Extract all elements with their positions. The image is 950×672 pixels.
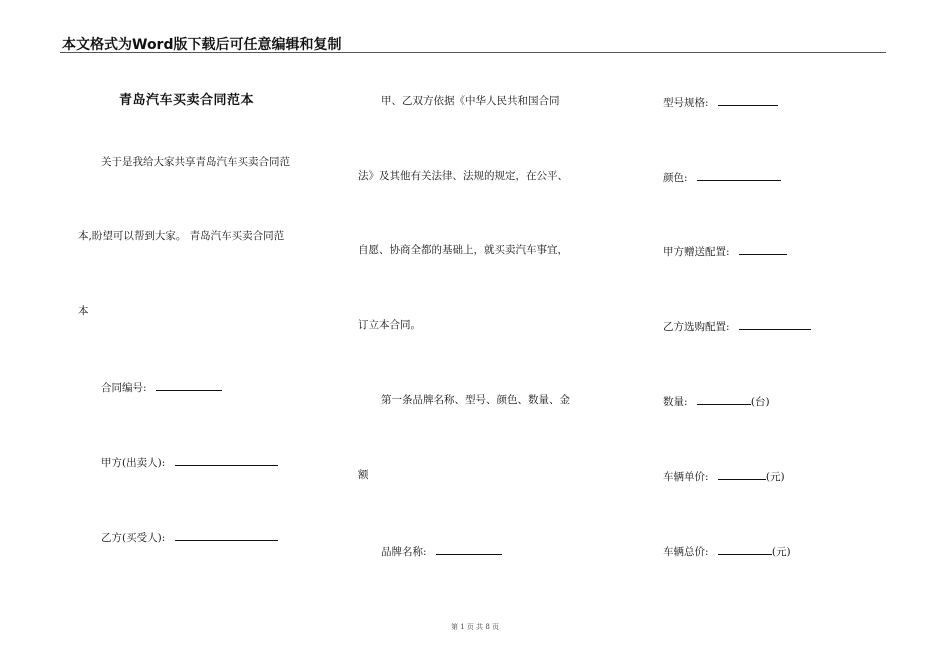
contract-number-blank	[156, 379, 222, 391]
quantity-unit: (台)	[750, 396, 770, 408]
party-b-blank	[175, 529, 278, 541]
optional-config-blank	[739, 318, 811, 330]
brand-blank	[436, 543, 502, 555]
brand-label: 品牌名称:	[381, 546, 427, 558]
gift-config-blank	[739, 243, 787, 255]
total-price-blank	[718, 543, 772, 555]
basis-line-3: 自愿、协商全都的基础上，就买卖汽车事宜，	[358, 244, 568, 256]
total-price-unit: (元)	[771, 546, 791, 558]
unit-price-row	[663, 468, 785, 484]
contract-number-row	[101, 379, 222, 395]
party-a-label: 甲方(出卖人):	[101, 457, 166, 469]
party-a-row	[101, 454, 278, 470]
total-price-label: 车辆总价:	[663, 546, 709, 558]
optional-config-label: 乙方选购配置:	[663, 321, 730, 333]
basis-line-4: 订立本合同。	[358, 319, 421, 331]
total-price-row	[663, 543, 791, 559]
model-blank	[718, 94, 778, 106]
party-a-blank	[175, 454, 278, 466]
header-title: 本文格式为Word版下载后可任意编辑和复制	[62, 37, 342, 53]
article-1-heading-cont: 额	[358, 469, 369, 481]
gift-config-row	[663, 243, 787, 259]
intro-line-3: 本	[78, 305, 89, 317]
page-number: 第 1 页 共 8 页	[450, 623, 500, 631]
party-b-row	[101, 529, 278, 545]
unit-price-label: 车辆单价:	[663, 471, 709, 483]
color-blank	[697, 169, 781, 181]
party-b-label: 乙方(买受人):	[101, 532, 166, 544]
unit-price-blank	[718, 468, 766, 480]
document-title: 青岛汽车买卖合同范本	[119, 93, 255, 108]
quantity-label: 数量:	[663, 396, 688, 408]
article-1-heading: 第一条品牌名称、型号、颜色、数量、金	[381, 394, 570, 406]
quantity-blank	[697, 393, 751, 405]
header-divider	[60, 52, 886, 53]
gift-config-label: 甲方赠送配置:	[663, 246, 730, 258]
brand-row	[381, 543, 502, 559]
model-row	[663, 94, 778, 110]
contract-number-label: 合同编号:	[101, 382, 147, 394]
color-label: 颜色:	[663, 172, 688, 184]
basis-line-2: 法》及其他有关法律、法规的规定，在公平、	[358, 170, 568, 182]
color-row	[663, 169, 781, 185]
basis-line-1: 甲、乙双方依据《中华人民共和国合同	[381, 95, 560, 107]
intro-line-1: 关于是我给大家共享青岛汽车买卖合同范	[101, 156, 290, 168]
intro-line-2: 本,盼望可以帮到大家。 青岛汽车买卖合同范	[78, 230, 285, 242]
unit-price-unit: (元)	[765, 471, 785, 483]
optional-config-row	[663, 318, 811, 334]
quantity-row	[663, 393, 770, 409]
model-label: 型号规格:	[663, 97, 709, 109]
